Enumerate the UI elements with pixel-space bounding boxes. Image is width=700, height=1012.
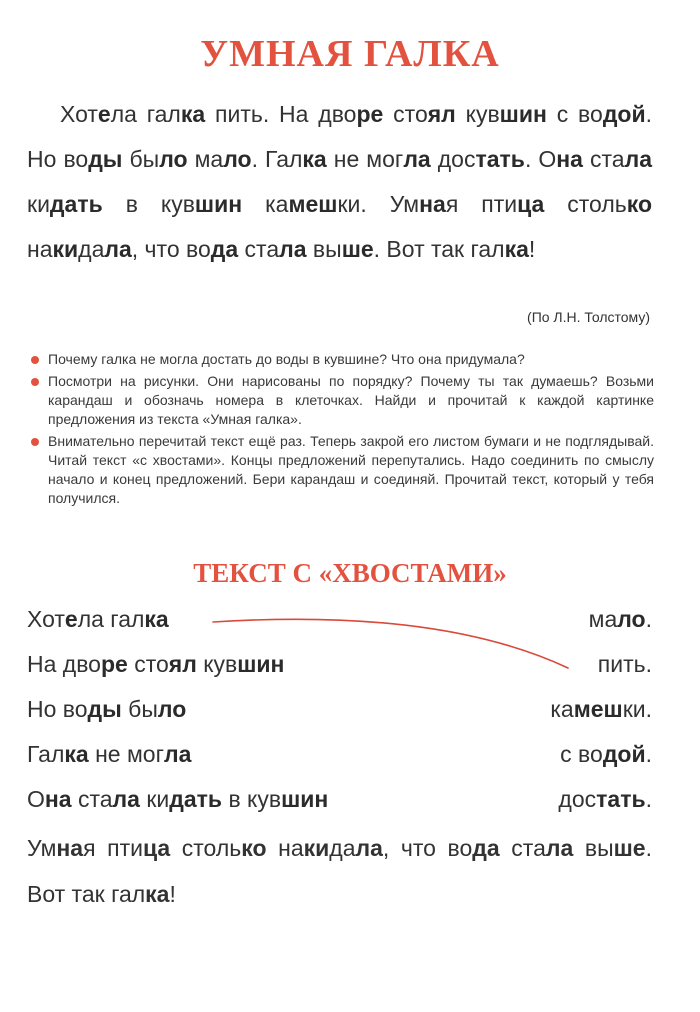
bullet-icon	[31, 378, 39, 386]
task-list	[30, 350, 654, 511]
sentence-start[interactable]: Но воды было	[27, 696, 187, 722]
matching-row	[27, 738, 652, 783]
matching-exercise	[27, 603, 652, 828]
task-text: Посмотри на рисунки. Они нарисованы по порядку? Почему ты так думаешь? Возьми карандаш и обозначь номера в клеточках. Найди и прочитай к каждой картинке предложения из текста «Умная галка».	[48, 373, 654, 427]
task-item	[30, 372, 654, 429]
story-source: (По Л.Н. Толстому)	[527, 309, 650, 325]
task-item	[30, 432, 654, 508]
sentence-end[interactable]: с водой.	[560, 741, 652, 767]
final-sentence: Умная птица столько накидала, что вода стала выше. Вот так галка!	[27, 835, 652, 907]
sentence-end[interactable]: камешки.	[550, 696, 652, 722]
task-text: Почему галка не могла достать до воды в кувшине? Что она придумала?	[48, 351, 525, 367]
exercise-title: ТЕКСТ С «ХВОСТАМИ»	[193, 558, 507, 588]
matching-row	[27, 693, 652, 738]
matching-row	[27, 603, 652, 648]
sentence-end[interactable]: мало.	[588, 606, 652, 632]
matching-row	[27, 648, 652, 693]
bullet-icon	[31, 356, 39, 364]
sentence-end[interactable]: пить.	[597, 651, 652, 677]
bullet-icon	[31, 438, 39, 446]
sentence-start[interactable]: На дворе стоял кувшин	[27, 651, 285, 677]
matching-row	[27, 783, 652, 828]
sentence-start[interactable]: Галка не могла	[27, 741, 192, 767]
sentence-start[interactable]: Хотела галка	[27, 606, 169, 632]
sentence-start[interactable]: Она стала кидать в кувшин	[27, 786, 329, 812]
task-text: Внимательно перечитай текст ещё раз. Теперь закрой его листом бумаги и не подглядывай. Читай текст «с хвостами». Концы предложений перепутались. Надо соединить по смыслу начало и конец предложений. Бери карандаш и соединяй. Прочитай текст, который у тебя получился.	[48, 433, 654, 506]
story-text: Хотела галка пить. На дворе стоял кувшин с водой. Но воды было мало. Галка не могла достать. Она стала кидать в кувшин камешки. Умная птица столько накидала, что вода стала выше. Вот так галка!	[27, 101, 652, 262]
task-item	[30, 350, 654, 369]
sentence-end[interactable]: достать.	[558, 786, 652, 812]
page-title: УМНАЯ ГАЛКА	[200, 33, 500, 75]
